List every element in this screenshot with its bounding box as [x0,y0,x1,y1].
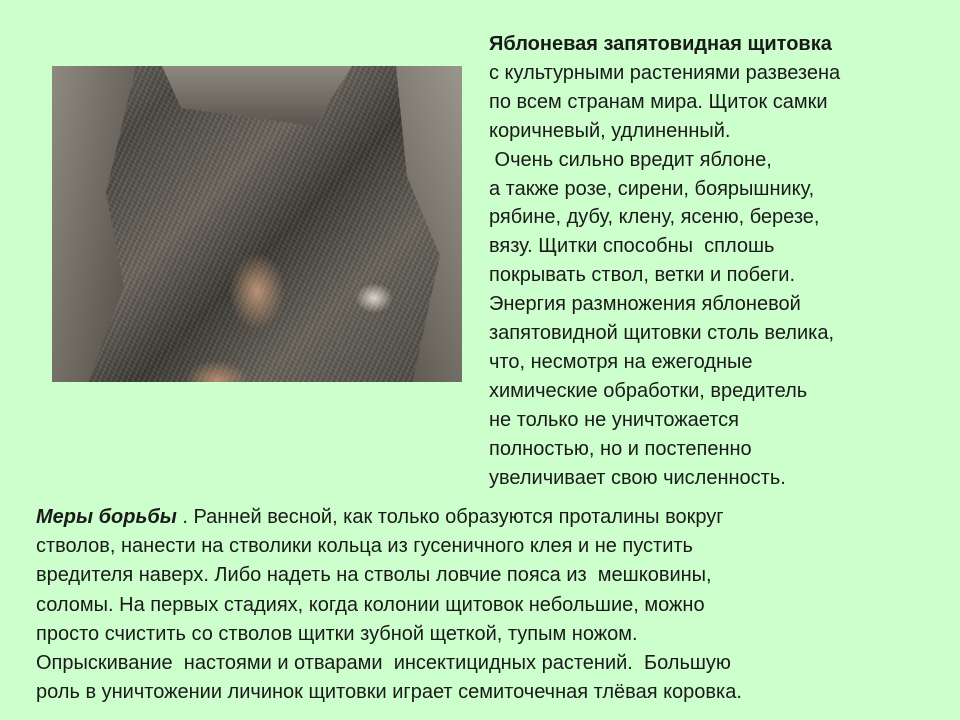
description-line: Энергия размножения яблоневой [489,293,801,316]
scale-insect-photo [52,66,462,382]
bark-ridge-left [52,66,172,382]
description-line: запятовидной щитовки столь велика, [489,322,834,345]
measures-line: Опрыскивание настоями и отварами инсектицидных растений. Большую [36,652,731,675]
description-line: не только не уничтожается [489,408,740,431]
measures-line: соломы. На первых стадиях, когда колонии щитовок небольшие, можно [36,593,705,616]
description-text [489,30,929,493]
description-line: что, несмотря на ежегодные [489,350,753,373]
description-line: коричневый, удлиненный. [489,119,731,142]
description-line: рябине, дубу, клену, ясеню, березе, [489,206,820,229]
description-line: по всем странам мира. Щиток самки [489,90,828,113]
measures-line: просто счистить со стволов щитки зубной щеткой, тупым ножом. [36,622,638,645]
measures-line: стволов, нанести на стволики кольца из гусеничного клея и не пустить [36,535,693,558]
bark-ridge-top [162,66,352,126]
description-line: а также розе, сирени, боярышнику, [489,177,815,200]
measures-line: вредителя наверх. Либо надеть на стволы ловчие пояса из мешковины, [36,564,712,587]
description-line: химические обработки, вредитель [489,379,808,402]
description-line: Очень сильно вредит яблоне, [489,148,772,171]
measures-line: роль в уничтожении личинок щитовки играет семиточечная тлёвая коровка. [36,681,742,704]
control-measures-text [36,503,941,707]
measures-first-line [36,503,941,532]
description-line: с культурными растениями развезена [489,61,841,84]
description-line: вязу. Щитки способны сплошь [489,235,775,258]
measures-heading: Меры борьбы [36,506,177,528]
measures-intro: . Ранней весной, как только образуются проталины вокруг [176,506,724,528]
description-line: увеличивает свою численность. [489,466,786,489]
description-line: полностью, но и постепенно [489,437,752,460]
slide-title: Яблоневая запятовидная щитовка [489,33,832,55]
description-line: покрывать ствол, ветки и побеги. [489,264,796,287]
bark-ridge-right [352,66,462,382]
